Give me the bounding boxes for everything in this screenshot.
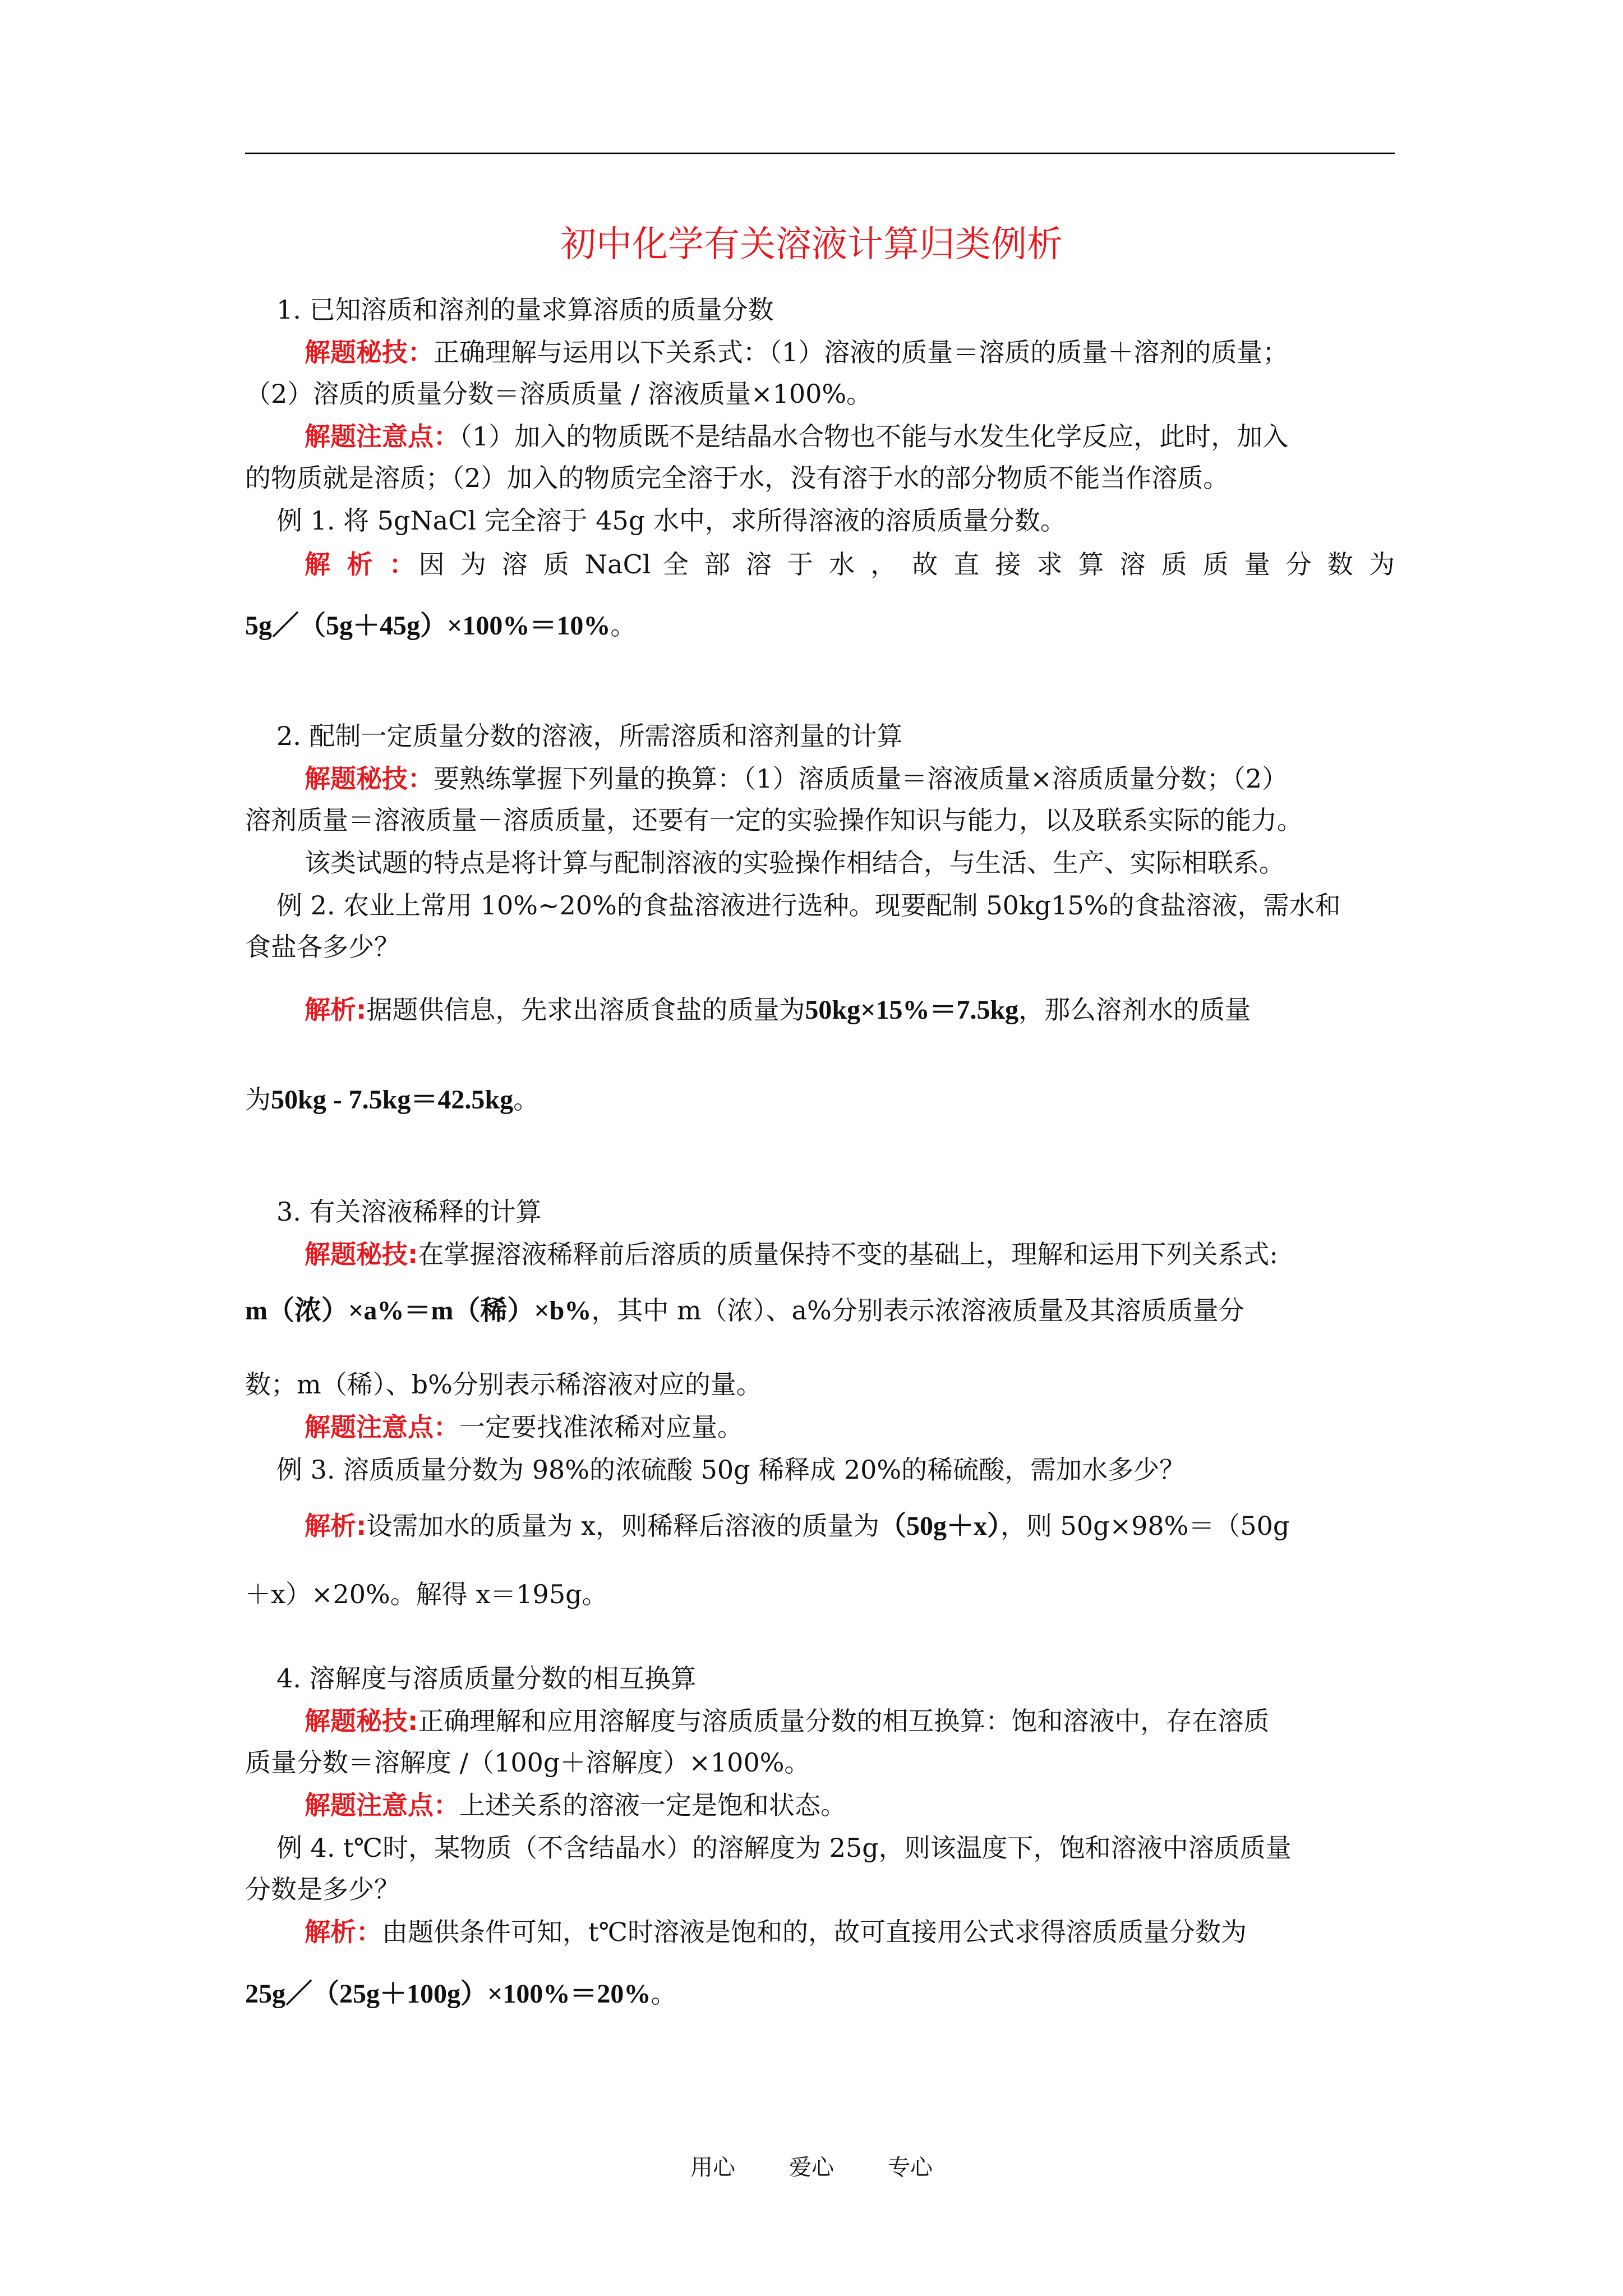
analysis-label: 解析: [305,1511,367,1541]
header-rule [245,153,1395,154]
footer-item: 专心 [888,2155,933,2180]
analysis-text: ，那么溶剂水的质量 [1018,995,1251,1025]
analysis-text: 为 [245,1084,271,1115]
section-2-analysis-cont [245,1083,539,1117]
tip-label: 解题秘技: [305,1706,418,1736]
analysis-text: 因 为 溶 质 NaCl 全 部 溶 于 水 ， 故 直 接 求 算 溶 质 质 量 分 数 为 [418,549,1395,579]
section-1-tip [305,335,1288,369]
section-4-note [305,1788,846,1822]
analysis-label: 解 析 ： [305,549,419,579]
section-3-analysis [305,1509,1289,1543]
analysis-text: 由题供条件可知，t℃时溶液是饱和的，故可直接用公式求得溶质质量分数为 [382,1917,1247,1947]
note-label: 解题注意点： [305,1790,459,1820]
example-2: 例 2. 农业上常用 10%~20%的食盐溶液进行选种。现要配制 50kg15%的食盐溶液，需水和 [276,890,1341,921]
section-2-analysis [305,993,1251,1027]
tip-text: 正确理解与运用以下关系式：（1）溶液的质量＝溶质的质量＋溶剂的质量； [434,337,1289,367]
section-1-tip-cont: （2）溶质的质量分数＝溶质质量 / 溶液质量×100%。 [245,379,873,409]
formula: （50g＋x） [879,1511,1000,1541]
section-4-analysis-formula [245,1977,676,2011]
section-2-extra: 该类试题的特点是将计算与配制溶液的实验操作相结合，与生活、生产、实际相联系。 [305,848,1285,878]
section-4-analysis [305,1915,1247,1949]
formula: m（浓）×a%＝m（稀）×b% [245,1296,592,1326]
page-title: 初中化学有关溶液计算归类例析 [560,224,1063,265]
period: 。 [610,610,637,641]
tip-label: 解题秘技: [305,1239,418,1269]
tip-text: 正确理解和应用溶解度与溶质质量分数的相互换算：饱和溶液中，存在溶质 [418,1706,1270,1736]
note-label: 解题注意点： [305,421,459,452]
section-4-tip-cont: 质量分数＝溶解度 /（100g＋溶解度）×100%。 [245,1747,810,1778]
note-text: 上述关系的溶液一定是饱和状态。 [459,1790,846,1820]
section-1-note [305,420,1288,453]
section-1-analysis-formula [245,609,636,643]
analysis-label: 解析： [305,1917,382,1947]
analysis-text: ，则 50g×98%＝（50g [1000,1511,1290,1541]
section-3-tip-cont: 数；m（稀）、b%分别表示稀溶液对应的量。 [245,1369,762,1400]
section-4-heading: 4. 溶解度与溶质质量分数的相互换算 [276,1663,697,1694]
example-3: 例 3. 溶质质量分数为 98%的浓硫酸 50g 稀释成 20%的稀硫酸，需加水多少？ [276,1455,1186,1485]
section-2-heading: 2. 配制一定质量分数的溶液，所需溶质和溶剂量的计算 [276,721,903,751]
tip-text: 要熟练掌握下列量的换算：（1）溶质质量＝溶液质量×溶质质量分数；（2） [434,763,1288,794]
period: 。 [513,1084,540,1115]
section-2-tip [305,762,1288,795]
section-3-analysis-cont: ＋x）×20%。解得 x＝195g。 [245,1579,608,1609]
section-1-note-cont: 的物质就是溶质；（2）加入的物质完全溶于水，没有溶于水的部分物质不能当作溶质。 [245,463,1229,493]
analysis-text: 据题供信息，先求出溶质食盐的质量为 [366,995,805,1025]
formula: 50kg×15%＝7.5kg [805,995,1019,1025]
section-1-analysis [305,547,1395,581]
section-3-tip-formula [245,1294,1244,1328]
period: 。 [651,1978,677,2009]
note-text: 一定要找准浓稀对应量。 [459,1412,743,1442]
footer-item: 爱心 [789,2155,834,2180]
note-text: （1）加入的物质既不是结晶水合物也不能与水发生化学反应，此时，加入 [459,421,1289,452]
tip-label: 解题秘技： [305,337,434,367]
section-3-heading: 3. 有关溶液稀释的计算 [276,1197,542,1227]
note-label: 解题注意点： [305,1412,459,1442]
example-4-cont: 分数是多少？ [245,1874,400,1904]
tip-label: 解题秘技： [305,763,434,794]
analysis-label: 解析: [305,995,367,1025]
section-1-heading: 1. 已知溶质和溶剂的量求算溶质的质量分数 [276,295,774,325]
example-1: 例 1. 将 5gNaCl 完全溶于 45g 水中，求所得溶液的溶质质量分数。 [276,505,1066,536]
section-3-note [305,1410,743,1444]
footer-item: 用心 [690,2155,735,2180]
tip-text: 在掌握溶液稀释前后溶质的质量保持不变的基础上，理解和运用下列关系式: [418,1239,1278,1269]
formula: 50kg - 7.5kg＝42.5kg [271,1085,514,1115]
formula: 5g／（5g＋45g）×100%＝10% [245,611,611,641]
example-4: 例 4. t℃时，某物质（不含结晶水）的溶解度为 25g，则该温度下，饱和溶液中溶质质量 [276,1833,1292,1863]
analysis-text: 设需加水的质量为 x，则稀释后溶液的质量为 [366,1511,879,1541]
formula: 25g／（25g＋100g）×100%＝20% [245,1979,651,2009]
tip-text: ，其中 m（浓）、a%分别表示浓溶液质量及其溶质质量分 [591,1295,1244,1326]
section-4-tip [305,1704,1269,1738]
page-footer [0,2150,1623,2182]
example-2-cont: 食盐各多少？ [245,932,400,962]
section-2-tip-cont: 溶剂质量＝溶液质量－溶质质量，还要有一定的实验操作知识与能力，以及联系实际的能力。 [245,805,1303,835]
section-3-tip [305,1237,1278,1271]
